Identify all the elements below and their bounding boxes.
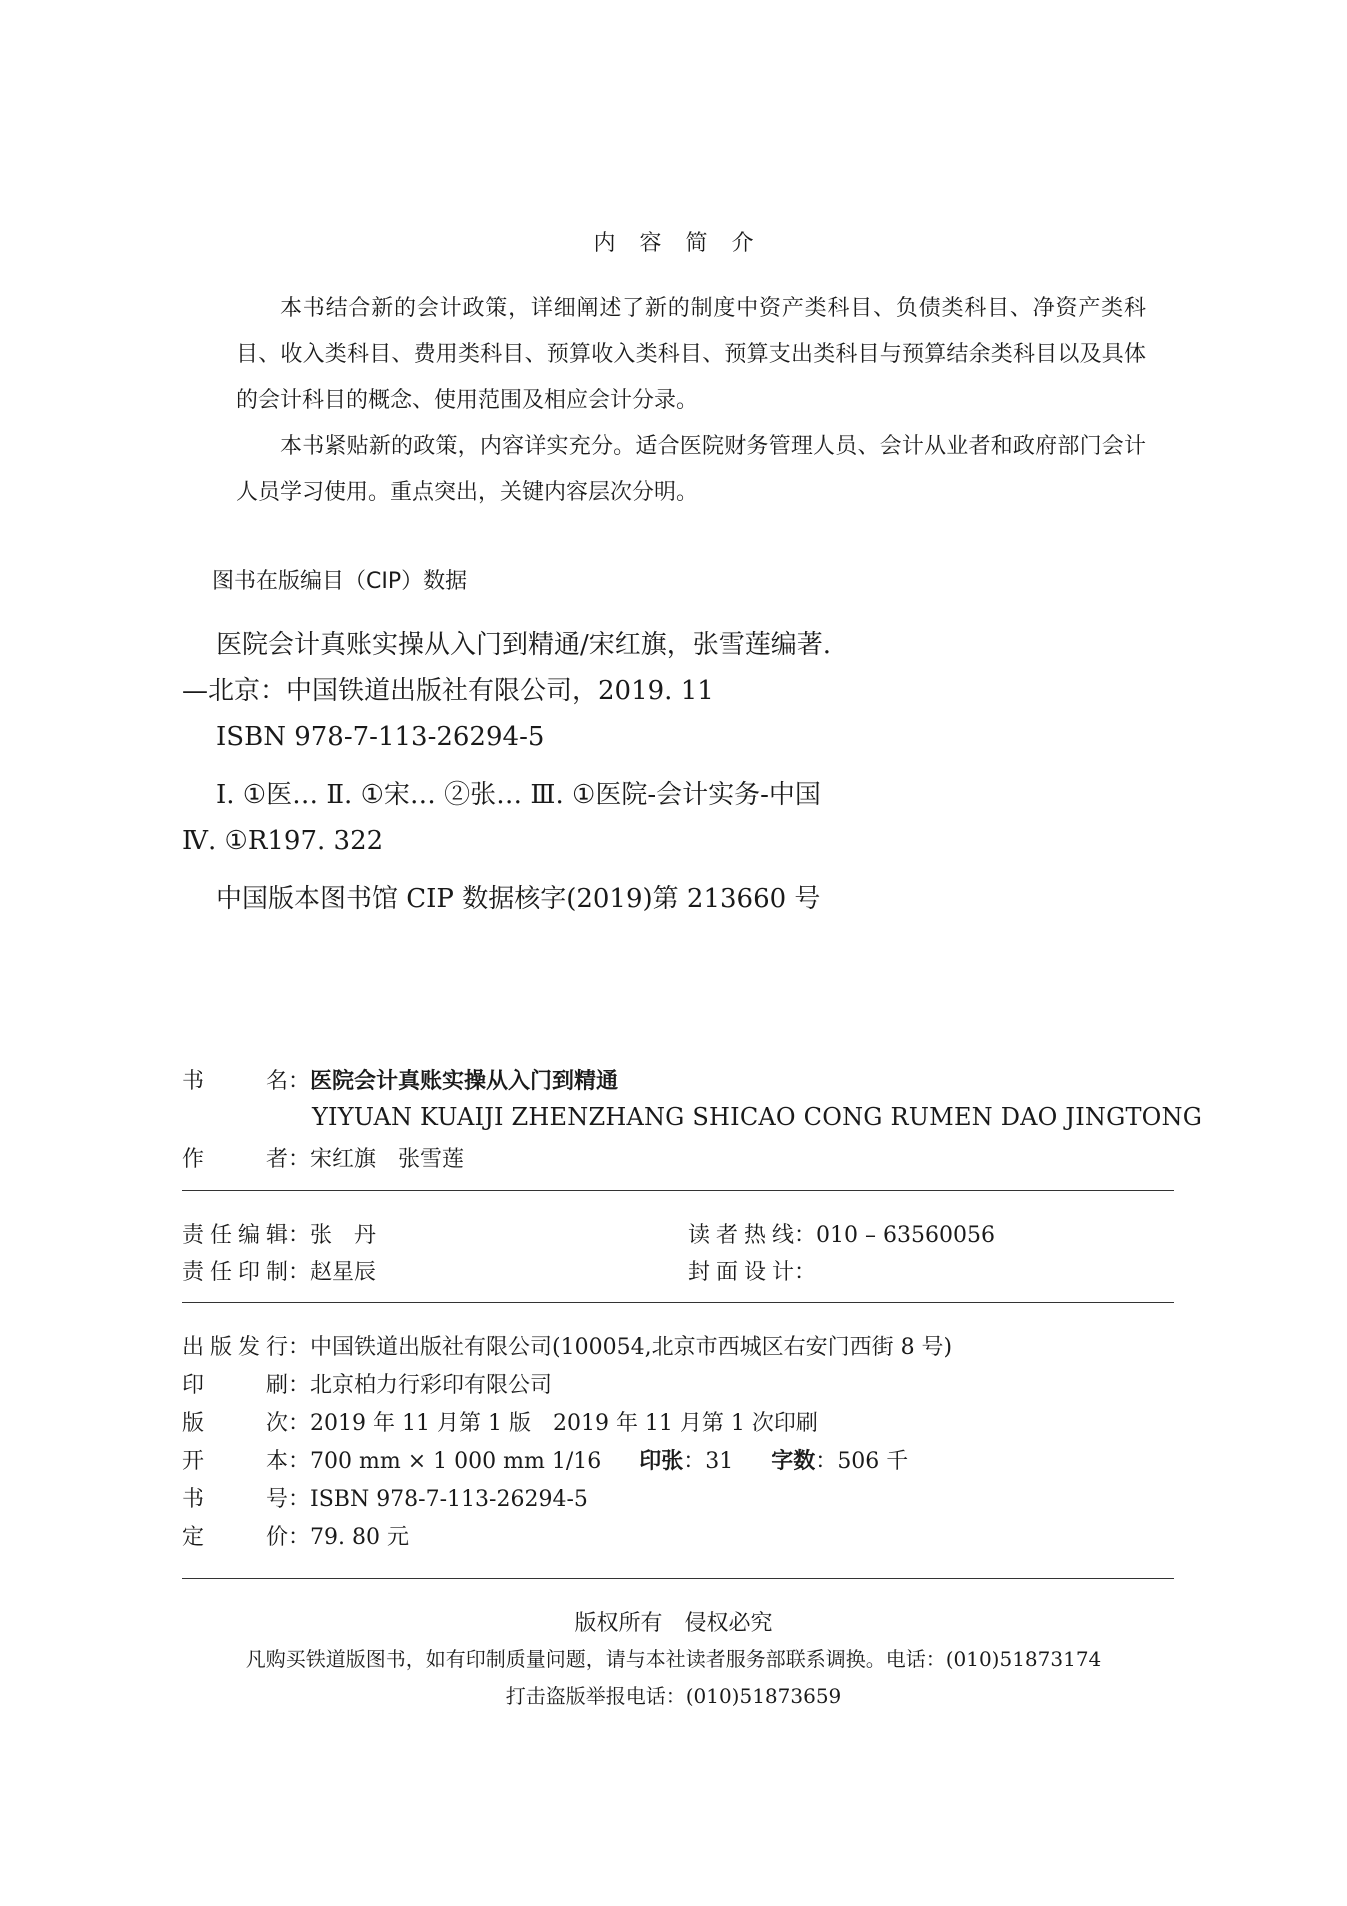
format-label: 开本 [182, 1449, 288, 1474]
printer-row: 印刷：北京柏力行彩印有限公司 [182, 1368, 952, 1406]
publisher-row: 出版发行：中国铁道出版社有限公司(100054,北京市西城区右安门西街 8 号) [182, 1330, 952, 1368]
format-row: 开本：700 mm × 1 000 mm 1/16 印张：31 字数：506 千 [182, 1444, 952, 1482]
exchange-notice: 凡购买铁道版图书，如有印制质量问题，请与本社读者服务部联系调换。电话：(010)51873174 [245, 1647, 1102, 1671]
print-supervisor: 赵星辰 [310, 1260, 377, 1285]
intro-paragraph: 本书结合新的会计政策，详细阐述了新的制度中资产类科目、负债类科目、净资产类科目、收入类科目、费用类科目、预算收入类科目、预算支出类科目与预算结余类科目以及具体的会计科目的概念、使用范围及相应会计分录。 [236, 296, 1146, 413]
words: 506 千 [837, 1449, 909, 1474]
rights-heading: 版权所有 侵权必究 [574, 1611, 773, 1636]
book-title-pinyin: YIYUAN KUAIJI ZHENZHANG SHICAO CONG RUMEN DAO JINGTONG [312, 1103, 1203, 1131]
divider [182, 1190, 1174, 1191]
print-row: 责任印制：赵星辰 [182, 1255, 376, 1291]
cip-classification: Ⅰ. ①医… Ⅱ. ①宋… ②张… Ⅲ. ①医院-会计实务-中国 Ⅳ. ①R197. 322 [182, 780, 821, 856]
title-label: 书名 [182, 1069, 288, 1094]
editor-row: 责任编辑：张 丹 [182, 1218, 376, 1254]
printer-label: 印刷 [182, 1373, 288, 1398]
author-label: 作者 [182, 1147, 288, 1172]
edition-row: 版次：2019 年 11 月第 1 版 2019 年 11 月第 1 次印刷 [182, 1406, 952, 1444]
author-row: 作者：宋红旗 张雪莲 [182, 1142, 464, 1178]
hotline-label: 读者热线 [688, 1223, 794, 1248]
editor: 张 丹 [310, 1223, 377, 1248]
book-title: 医院会计真账实操从入门到精通 [310, 1069, 619, 1094]
edition: 2019 年 11 月第 1 版 2019 年 11 月第 1 次印刷 [310, 1411, 818, 1436]
cip-record: 医院会计真账实操从入门到精通/宋红旗，张雪莲编著. —北京：中国铁道出版社有限公司，2019. 11 [182, 630, 832, 706]
print-label: 责任印制 [182, 1260, 288, 1285]
editor-label: 责任编辑 [182, 1223, 288, 1248]
edition-label: 版次 [182, 1411, 288, 1436]
cover-label: 封面设计 [688, 1260, 794, 1285]
isbn-row: 书号：ISBN 978-7-113-26294-5 [182, 1482, 952, 1520]
cover-row: 封面设计： [688, 1255, 816, 1291]
intro-paragraph: 本书紧贴新的政策，内容详实充分。适合医院财务管理人员、会计从业者和政府部门会计人员学习使用。重点突出，关键内容层次分明。 [236, 434, 1146, 505]
authors: 宋红旗 张雪莲 [310, 1147, 465, 1172]
cip-verification: 中国版本图书馆 CIP 数据核字(2019)第 213660 号 [216, 884, 821, 914]
publisher: 中国铁道出版社有限公司(100054,北京市西城区右安门西街 8 号) [310, 1335, 953, 1360]
words-label: 字数 [771, 1449, 816, 1474]
cip-block [182, 622, 862, 922]
piracy-hotline: 打击盗版举报电话：(010)51873659 [505, 1684, 842, 1708]
format: 700 mm × 1 000 mm 1/16 [310, 1449, 602, 1474]
publisher-label: 出版发行 [182, 1335, 288, 1360]
sheets: 31 [705, 1449, 734, 1474]
title-row: 书名：医院会计真账实操从入门到精通 [182, 1064, 618, 1100]
price: 79. 80 元 [310, 1525, 409, 1550]
price-label: 定价 [182, 1525, 288, 1550]
cip-isbn: ISBN 978-7-113-26294-5 [216, 722, 545, 752]
printer: 北京柏力行彩印有限公司 [310, 1373, 553, 1398]
hotline: 010 – 63560056 [816, 1223, 995, 1248]
sheets-label: 印张 [639, 1449, 684, 1474]
divider [182, 1578, 1174, 1579]
isbn: ISBN 978-7-113-26294-5 [310, 1487, 588, 1512]
cip-heading: 图书在版编目（CIP）数据 [212, 569, 468, 594]
divider [182, 1302, 1174, 1303]
intro-heading: 内容简介 [593, 231, 778, 256]
price-row: 定价：79. 80 元 [182, 1520, 952, 1558]
intro-body [236, 286, 1146, 516]
publication-info [182, 1330, 952, 1558]
isbn-label: 书号 [182, 1487, 288, 1512]
hotline-row: 读者热线：010 – 63560056 [688, 1218, 995, 1254]
